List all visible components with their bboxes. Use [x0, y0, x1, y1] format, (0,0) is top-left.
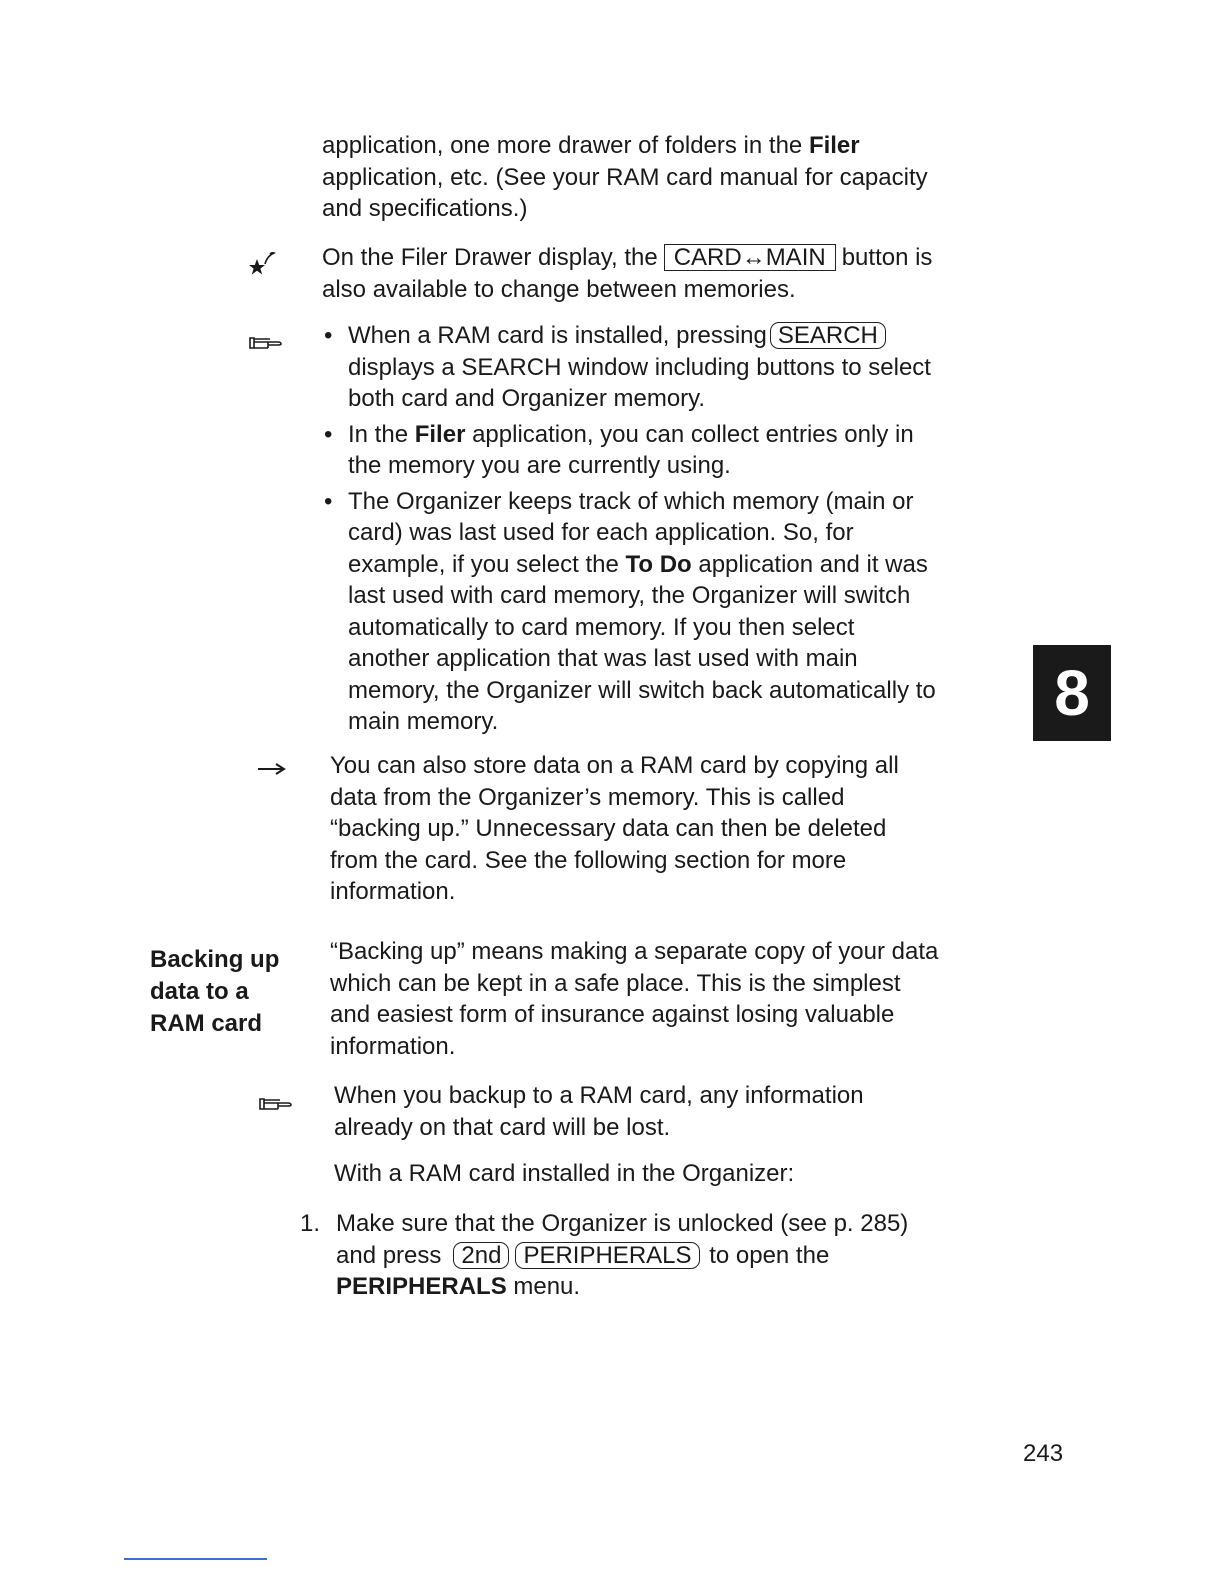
pointing-hand-icon — [248, 331, 284, 355]
section-body-line-4: information. — [330, 1032, 456, 1060]
note-3-line-2: card) was last used for each application. So, for — [348, 519, 854, 546]
section-heading-line-1: Backing up — [150, 946, 280, 973]
bullet-dot: • — [324, 420, 333, 448]
page-number: 243 — [1023, 1440, 1064, 1467]
step-1-line-2 — [336, 1240, 1026, 1272]
note-3-line-5: automatically to card memory. If you then select — [348, 613, 855, 641]
note-2-line-1 — [348, 419, 1022, 451]
crossref-line-3: “backing up.” Unnecessary data can then be deleted — [330, 815, 887, 842]
section-heading-line-2: data to a — [150, 978, 249, 1005]
section-body — [330, 936, 1020, 1062]
chapter-tab: 8 — [1033, 645, 1111, 741]
warning-line-1: When you backup to a RAM card, any information — [334, 1082, 864, 1109]
bottom-rule — [124, 1558, 267, 1560]
intro-line-3: and specifications.) — [322, 195, 528, 222]
lead-in — [334, 1158, 1024, 1190]
peripherals-key[interactable]: PERIPHERALS — [515, 1242, 699, 1269]
intro-paragraph — [322, 130, 1012, 225]
card-main-button[interactable]: CARD↔MAIN — [664, 244, 836, 271]
step-1 — [336, 1208, 1026, 1303]
bullet-dot: • — [324, 487, 333, 515]
section-body-line-3: and easiest form of insurance against losing valuable — [330, 1001, 895, 1028]
note-bullet-2 — [322, 419, 1022, 482]
note-3-line-6: another application that was last used with main — [348, 645, 858, 672]
note-2-line-2: the memory you are currently using. — [348, 452, 731, 479]
arrow-right-icon — [256, 757, 288, 781]
note-bullet-1 — [322, 320, 1022, 415]
intro-line-2: application, etc. (See your RAM card manual for capacity — [322, 163, 928, 191]
tip-line-1-end: button is — [841, 244, 933, 271]
step-1-line-2-post: to open the — [709, 1241, 830, 1269]
note-3-line-4: last used with card memory, the Organizer will switch — [348, 582, 911, 609]
tip-line-2: also available to change between memories. — [322, 275, 796, 303]
section-heading-line-3: RAM card — [150, 1010, 263, 1037]
tip-line-1-text: On the Filer Drawer display, the — [322, 244, 658, 271]
peripherals-menu-name: PERIPHERALS — [336, 1273, 507, 1300]
note-3-line-8: main memory. — [348, 708, 499, 735]
note-2-line-1-post: application, you can collect entries only in — [465, 420, 914, 448]
crossref-line-1: You can also store data on a RAM card by copying all — [330, 752, 899, 779]
section-heading — [150, 944, 320, 1040]
intro-line-1-text: application, one more drawer of folders in the — [322, 132, 809, 159]
2nd-key[interactable]: 2nd — [453, 1242, 509, 1269]
step-number: 1. — [300, 1210, 321, 1237]
note-3-line-1: The Organizer keeps track of which memory (main or — [348, 487, 914, 515]
step-1-line-1: Make sure that the Organizer is unlocked (see p. 285) — [336, 1210, 909, 1237]
search-key[interactable]: SEARCH — [770, 322, 886, 349]
warning-paragraph — [334, 1080, 1024, 1143]
step-1-line-3 — [336, 1271, 1026, 1303]
section-body-line-2: which can be kept in a safe place. This is the simplest — [330, 969, 901, 997]
note-3-line-3-pre: example, if you select the — [348, 550, 626, 578]
todo-app-name: To Do — [625, 550, 692, 578]
crossref-line-2: data from the Organizer’s memory. This is called — [330, 783, 845, 811]
note-1-line-2: displays a SEARCH window including buttons to select — [348, 353, 931, 381]
note-2-line-1-pre: In the — [348, 420, 415, 448]
crossref-paragraph — [330, 750, 1020, 908]
crossref-line-4: from the card. See the following section for more — [330, 846, 847, 874]
crossref-line-5: information. — [330, 878, 456, 905]
note-3-line-3 — [348, 549, 1022, 581]
note-1-line-1-text: When a RAM card is installed, pressing — [348, 322, 767, 349]
star-check-icon — [248, 250, 282, 281]
bullet-dot: • — [324, 322, 333, 349]
step-1-line-3-post: menu. — [506, 1273, 581, 1300]
filer-app-name: Filer — [414, 420, 466, 448]
note-bullet-3 — [322, 486, 1022, 738]
section-body-line-1: “Backing up” means making a separate copy of your data — [330, 938, 939, 965]
step-1-line-2-pre: and press — [336, 1241, 442, 1269]
note-1-line-3: both card and Organizer memory. — [348, 385, 706, 412]
lead-in-text: With a RAM card installed in the Organizer: — [334, 1160, 795, 1187]
notes-list — [322, 320, 1022, 738]
filer-app-name: Filer — [808, 132, 860, 159]
tip-paragraph — [322, 242, 1012, 305]
intro-line-1 — [322, 130, 1012, 162]
warning-line-2: already on that card will be lost. — [334, 1113, 671, 1141]
tip-line-1 — [322, 242, 1012, 274]
note-1-line-1 — [348, 320, 1022, 352]
pointing-hand-icon — [258, 1092, 294, 1116]
note-3-line-7: memory, the Organizer will switch back automatically to — [348, 676, 936, 704]
note-3-line-3-post: application and it was — [691, 550, 928, 578]
